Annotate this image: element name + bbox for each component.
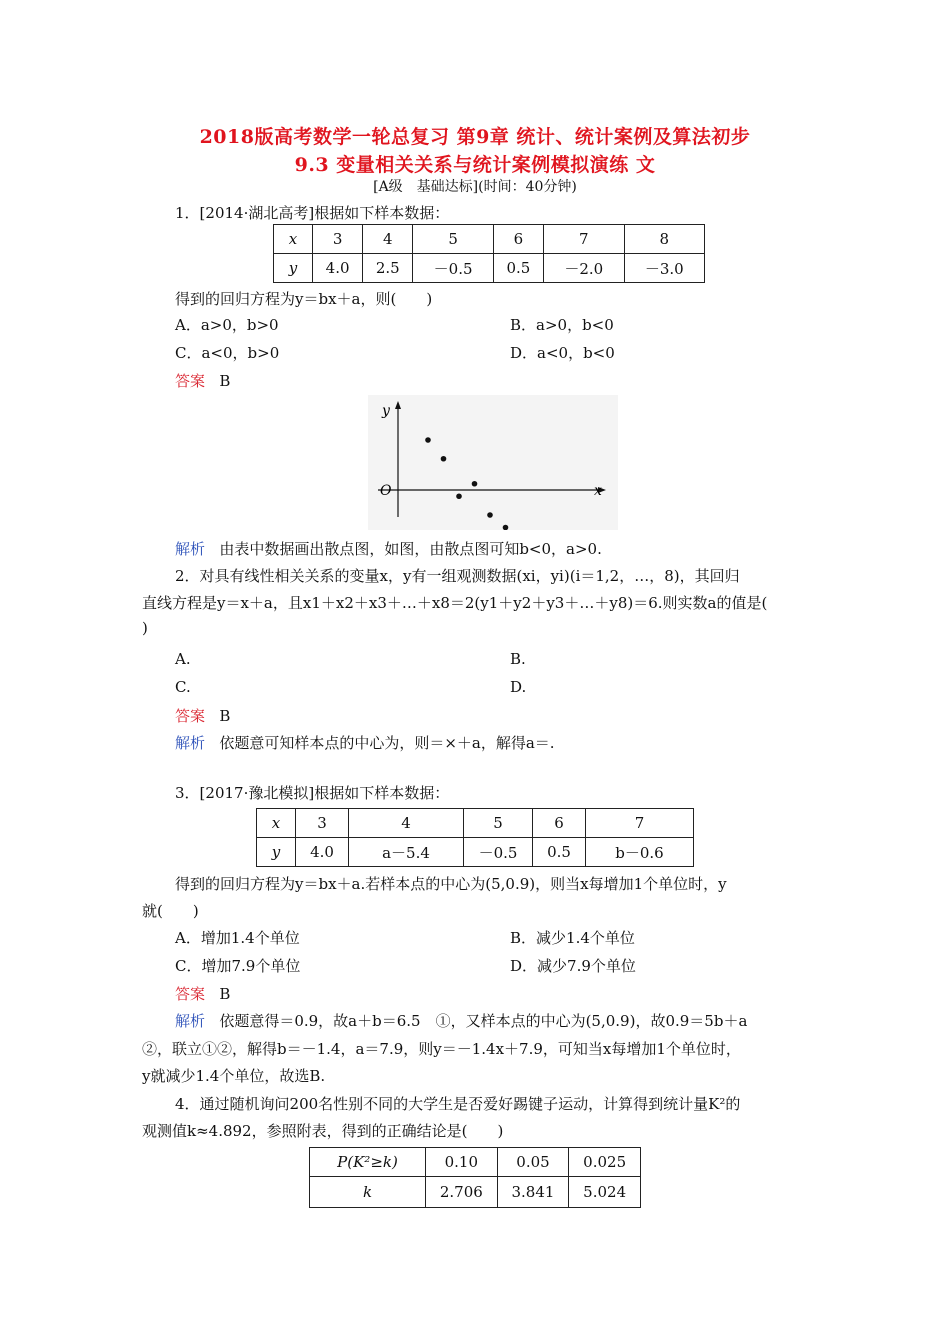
q3-stem: 3．[2017·豫北模拟]根据如下样本数据： [175,784,450,802]
q1-table-x-label: x [274,225,313,254]
q2-line-1: 2．对具有线性相关关系的变量x，y有一组观测数据(xi，yi)(i＝1,2，…，8)，其回归 [175,567,740,585]
q1-analysis [175,538,602,559]
q4-table-cell: 0.05 [497,1148,569,1177]
title-line-2: 9.3 变量相关关系与统计案例模拟演练 文 [294,154,656,176]
analysis-text: 依题意可知样本点的中心为，则＝×＋a，解得a＝. [219,734,555,752]
q1-table-cell: 8 [624,225,705,254]
title-line-1: 2018版高考数学一轮总复习 第9章 统计、统计案例及算法初步 [199,126,751,148]
q1-answer [175,370,230,391]
q3-table [256,808,694,867]
q3-table-cell: 3 [296,809,349,838]
q2-option-c: C. [175,678,191,696]
q3-table-y-label: y [257,838,296,867]
q4-table-cell: 2.706 [426,1177,498,1208]
answer-value: B [219,707,231,725]
figure-background [368,395,618,530]
q3-analysis [175,1010,747,1031]
analysis-text: 由表中数据画出散点图，如图，由散点图可知b<0，a>0. [219,540,602,558]
q1-table-cell: －0.5 [413,254,493,283]
q1-table-cell: 3 [313,225,363,254]
q4-table-header-label: P(K²≥k) [310,1148,426,1177]
q3-table-cell: b－0.6 [586,838,694,867]
x-axis-label: x [594,483,602,499]
q4-table-cell: 3.841 [497,1177,569,1208]
analysis-label: 解析 [175,540,206,558]
q1-option-a: A．a>0，b>0 [175,316,279,334]
q1-table-cell: 4 [363,225,413,254]
origin-label: O [380,483,392,499]
q3-option-b: B．减少1.4个单位 [510,929,635,947]
q3-table-cell: 7 [586,809,694,838]
q3-table-cell: 0.5 [533,838,586,867]
q3-analysis-line-3: y就减少1.4个单位，故选B. [142,1067,326,1085]
q3-table-cell: 5 [464,809,533,838]
answer-value: B [219,372,231,390]
q1-question: 得到的回归方程为y＝bx＋a，则( ) [175,290,433,308]
q2-answer [175,705,230,726]
q1-option-c: C．a<0，b>0 [175,344,280,362]
answer-label: 答案 [175,707,206,725]
q3-option-a: A．增加1.4个单位 [175,929,300,947]
q4-line-1: 4．通过随机询问200名性别不同的大学生是否爱好踢键子运动，计算得到统计量K²的 [175,1095,741,1113]
scatter-point [425,437,431,443]
q1-table-y-label: y [274,254,313,283]
q4-table-cell: 5.024 [569,1177,641,1208]
q3-option-c: C．增加7.9个单位 [175,957,301,975]
q4-table [309,1147,641,1208]
q2-line-2: 直线方程是y＝x＋a，且x1＋x2＋x3＋…＋x8＝2(y1＋y2＋y3＋…＋y8)＝6.则实数a的值是( [142,594,768,612]
q2-analysis [175,732,555,753]
scatter-point [441,456,447,462]
q2-line-3: ) [142,619,148,637]
q3-answer [175,983,230,1004]
q1-table-cell: －3.0 [624,254,705,283]
q1-scatter-figure [368,395,618,530]
analysis-text: 依题意得＝0.9，故a＋b＝6.5 ①，又样本点的中心为(5,0.9)，故0.9＝5b＋a [219,1012,748,1030]
q2-option-b: B. [510,650,526,668]
q4-line-2: 观测值k≈4.892，参照附表，得到的正确结论是( ) [142,1122,504,1140]
q3-option-d: D．减少7.9个单位 [510,957,636,975]
q1-table [273,224,705,283]
q3-table-cell: 4 [349,809,464,838]
q3-table-x-label: x [257,809,296,838]
q1-option-d: D．a<0，b<0 [510,344,615,362]
q1-table-cell: －2.0 [544,254,624,283]
q1-option-b: B．a>0，b<0 [510,316,614,334]
subtitle: [A级 基础达标](时间：40分钟) [373,179,577,195]
q3-table-cell: a－5.4 [349,838,464,867]
q3-line-2: 就( ) [142,902,199,920]
q1-table-cell: 5 [413,225,493,254]
q3-table-cell: －0.5 [464,838,533,867]
q3-table-cell: 6 [533,809,586,838]
q1-table-cell: 4.0 [313,254,363,283]
q2-option-a: A. [175,650,191,668]
q3-analysis-line-2: ②，联立①②，解得b＝－1.4，a＝7.9，则y＝－1.4x＋7.9，可知当x每增加1个单位时， [142,1040,741,1058]
scatter-point [472,481,478,487]
scatter-point [456,493,462,499]
answer-value: B [219,985,231,1003]
analysis-label: 解析 [175,734,206,752]
q1-table-cell: 7 [544,225,624,254]
q1-stem: 1．[2014·湖北高考]根据如下样本数据： [175,204,450,222]
analysis-label: 解析 [175,1012,206,1030]
q3-table-cell: 4.0 [296,838,349,867]
q3-line-1: 得到的回归方程为y＝bx＋a.若样本点的中心为(5,0.9)，则当x每增加1个单位时，y [175,875,727,893]
scatter-point [487,512,493,518]
q1-table-cell: 6 [493,225,543,254]
q1-table-cell: 2.5 [363,254,413,283]
q1-table-cell: 0.5 [493,254,543,283]
q4-table-k-label: k [310,1177,426,1208]
q4-table-cell: 0.025 [569,1148,641,1177]
answer-label: 答案 [175,372,206,390]
answer-label: 答案 [175,985,206,1003]
y-axis-label: y [382,403,390,419]
q4-table-cell: 0.10 [426,1148,498,1177]
q2-option-d: D. [510,678,527,696]
